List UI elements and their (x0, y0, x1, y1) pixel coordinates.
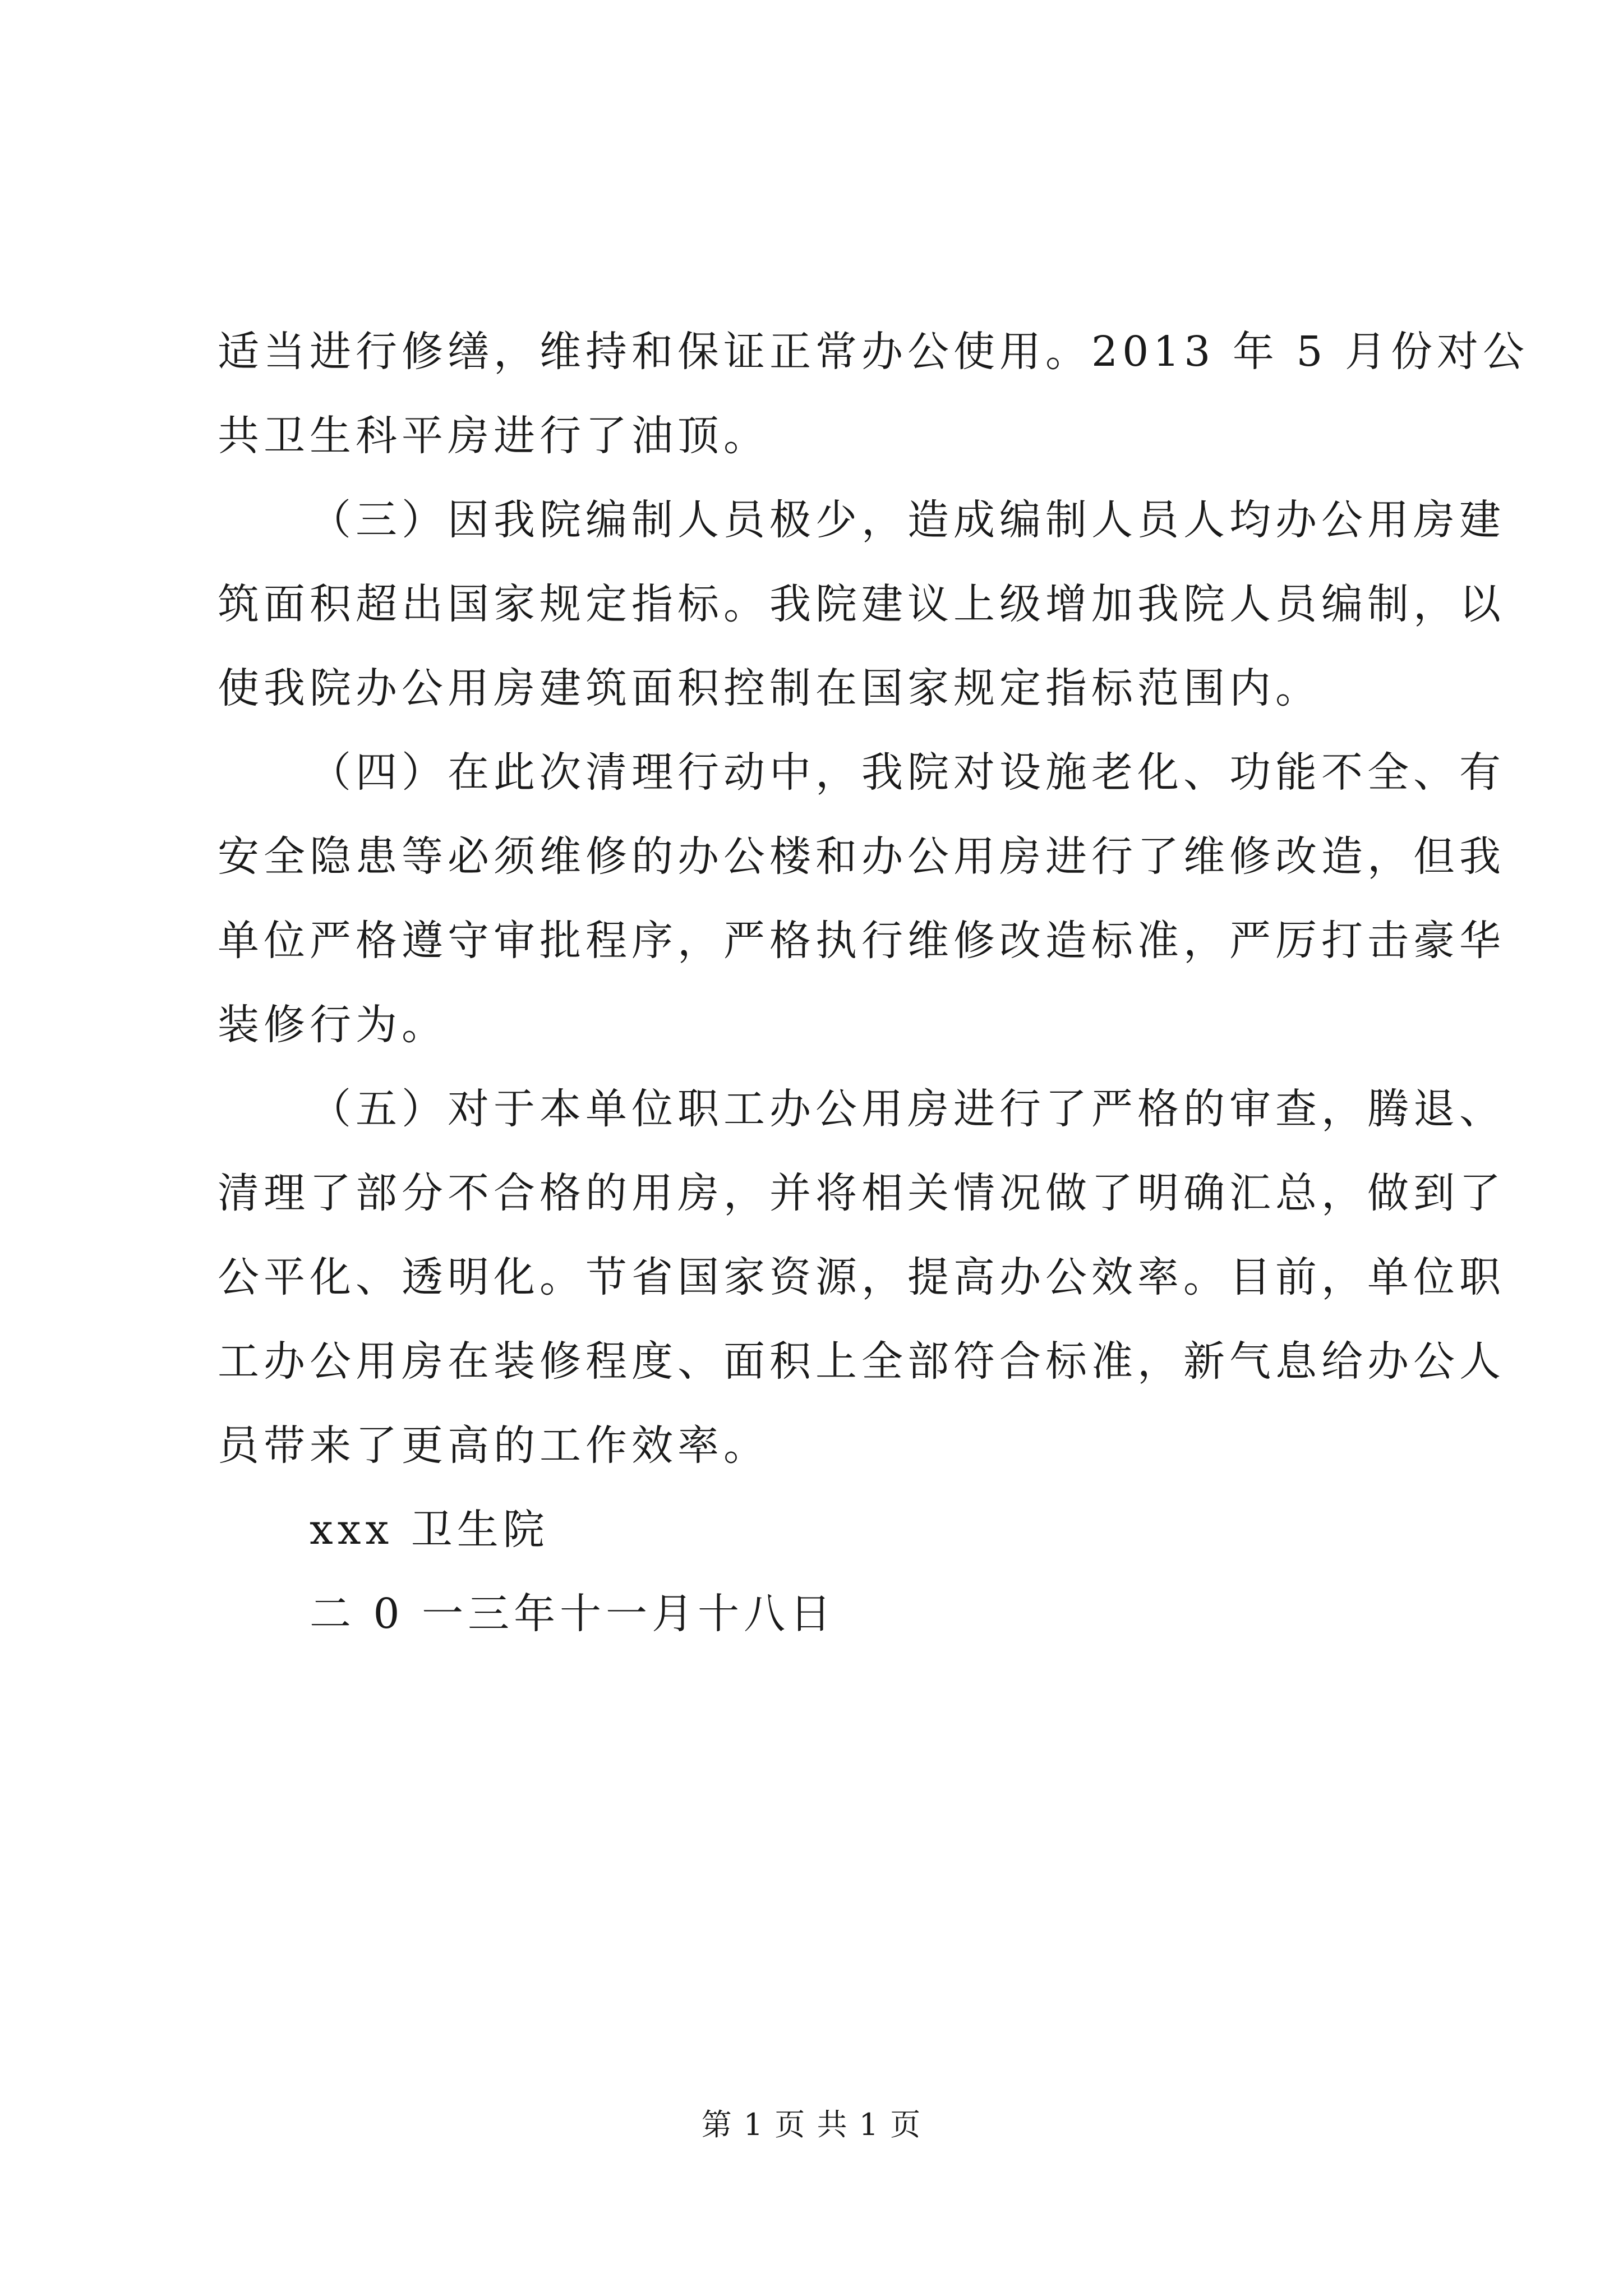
paragraph-5-start: （五）对于本单位职工办公用房进行了严格的审查，腾退、 (310, 1085, 1505, 1133)
text-line: 单位严格遵守审批程序，严格执行维修改造标准，严厉打击豪华 (218, 917, 1505, 965)
text-line: 安全隐患等必须维修的办公楼和办公用房进行了维修改造，但我 (218, 832, 1505, 881)
text-line: 适当进行修缮，维持和保证正常办公使用。2013 年 5 月份对公 (218, 328, 1529, 376)
paragraph-4-start: （四）在此次清理行动中，我院对设施老化、功能不全、有 (310, 748, 1505, 797)
text-line: 共卫生科平房进行了油顶。 (218, 412, 769, 460)
text-line: 清理了部分不合格的用房，并将相关情况做了明确汇总，做到了 (218, 1169, 1505, 1217)
signature-organization: xxx 卫生院 (310, 1506, 549, 1554)
text-line: 工办公用房在装修程度、面积上全部符合标准，新气息给办公人 (218, 1337, 1505, 1386)
text-line: 装修行为。 (218, 1001, 448, 1049)
text-line: 使我院办公用房建筑面积控制在国家规定指标范围内。 (218, 664, 1321, 712)
signature-date: 二 0 一三年十一月十八日 (310, 1590, 836, 1638)
document-body (218, 310, 1529, 1656)
text-line: 员带来了更高的工作效率。 (218, 1421, 769, 1470)
text-line: 筑面积超出国家规定指标。我院建议上级增加我院人员编制，以 (218, 580, 1505, 628)
page-footer: 第 1 页 共 1 页 (701, 2107, 922, 2142)
paragraph-3-start: （三）因我院编制人员极少，造成编制人员人均办公用房建 (310, 496, 1505, 544)
text-line: 公平化、透明化。节省国家资源，提高办公效率。目前，单位职 (218, 1253, 1505, 1301)
